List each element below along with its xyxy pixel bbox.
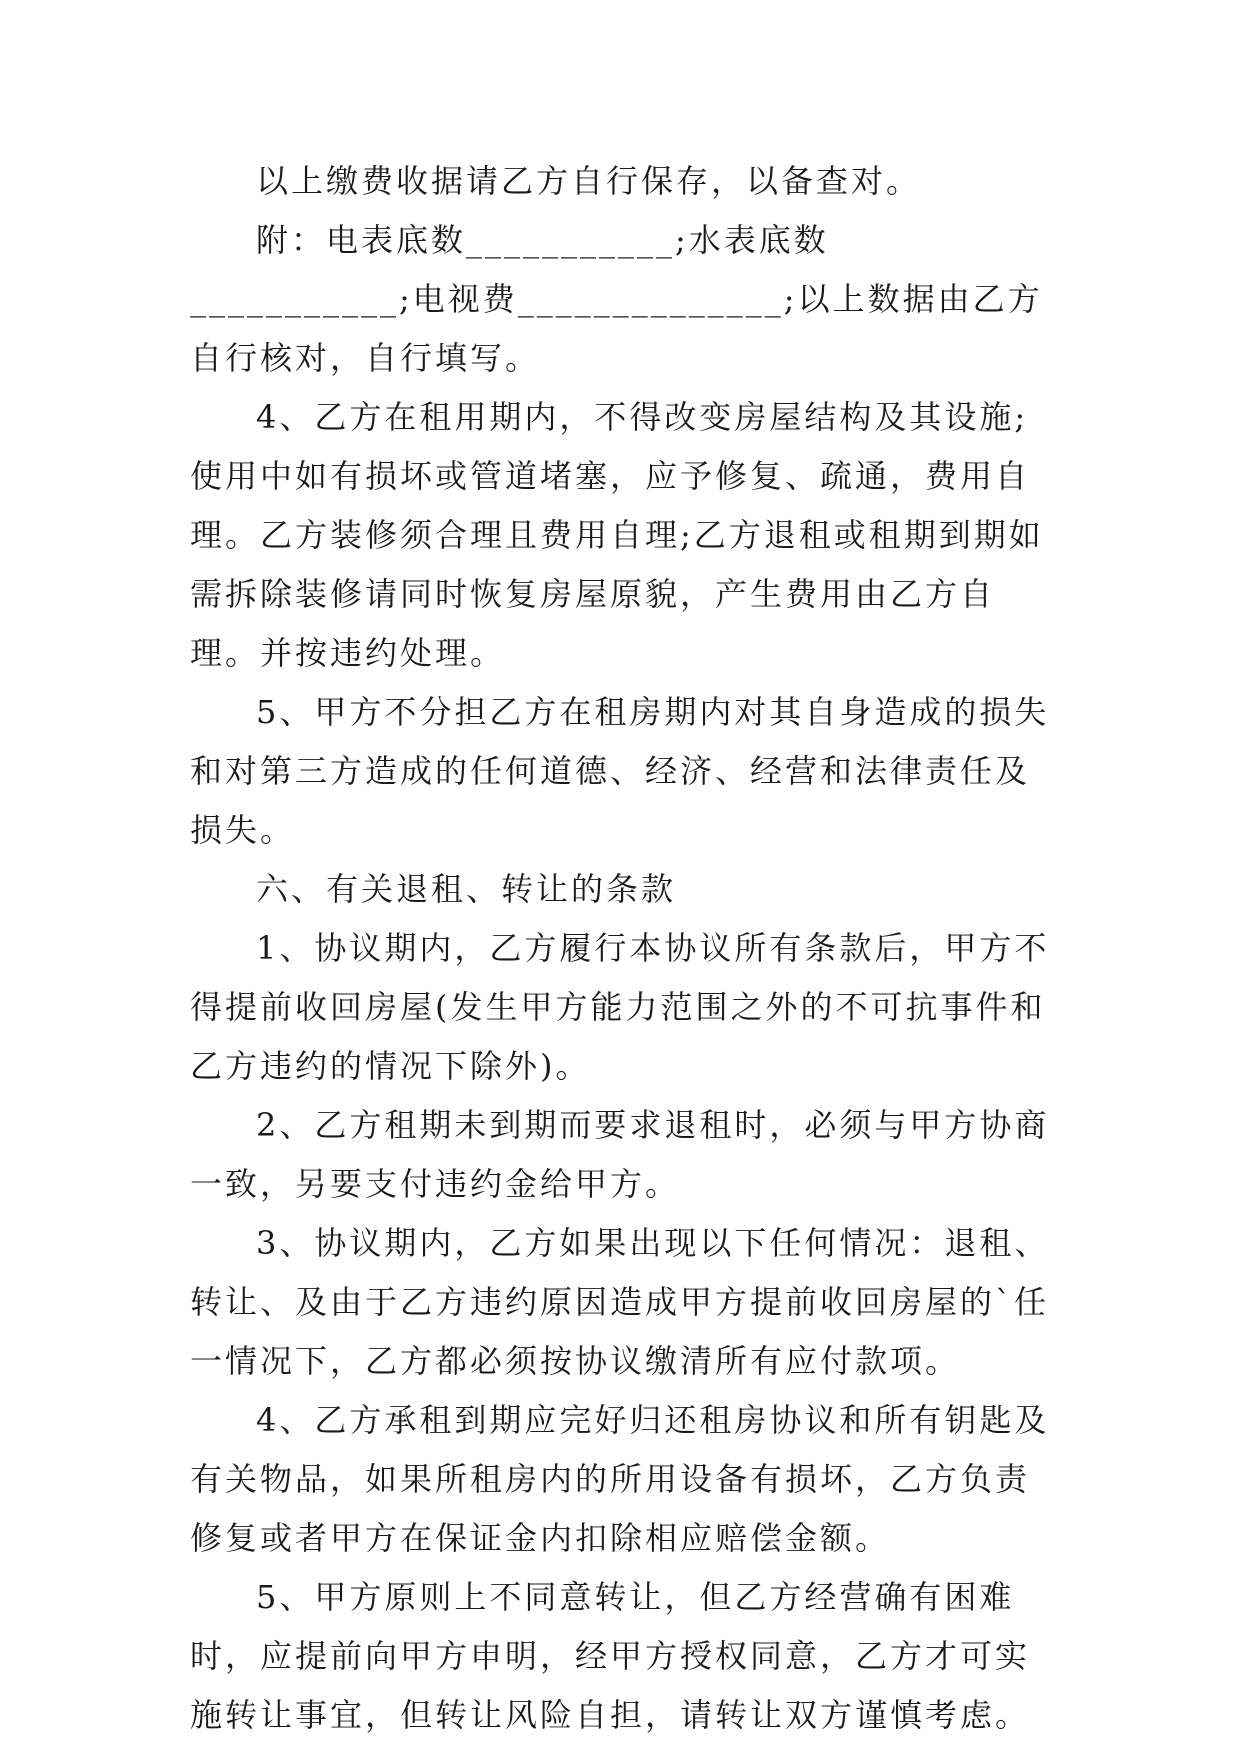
section-heading-six: 六、有关退租、转让的条款 xyxy=(256,870,677,908)
paragraph-six-clause-2: 2、乙方租期未到期而要求退租时，必须与甲方协商一致，另要支付违约金给甲方。 xyxy=(190,1106,1050,1203)
document-body xyxy=(190,152,1050,1745)
paragraph-six-clause-4: 4、乙方承租到期应完好归还租房协议和所有钥匙及有关物品，如果所租房内的所用设备有损坏，乙方负责修复或者甲方在保证金内扣除相应赔偿金额。 xyxy=(190,1401,1050,1557)
paragraph-six-clause-5: 5、甲方原则上不同意转让，但乙方经营确有困难时，应提前向甲方申明，经甲方授权同意，乙方才可实施转让事宜，但转让风险自担，请转让双方谨慎考虑。 xyxy=(190,1578,1031,1734)
paragraph-six-clause-1: 1、协议期内，乙方履行本协议所有条款后，甲方不得提前收回房屋(发生甲方能力范围之外的不可抗事件和乙方违约的情况下除外)。 xyxy=(190,929,1050,1085)
paragraph-six-clause-3: 3、协议期内，乙方如果出现以下任何情况：退租、转让、及由于乙方违约原因造成甲方提前收回房屋的`任一情况下，乙方都必须按协议缴清所有应付款项。 xyxy=(190,1224,1050,1380)
paragraph-clause-5: 5、甲方不分担乙方在租房期内对其自身造成的损失和对第三方造成的任何道德、经济、经营和法律责任及损失。 xyxy=(190,693,1050,849)
paragraph-clause-4: 4、乙方在租用期内，不得改变房屋结构及其设施;使用中如有损坏或管道堵塞，应予修复、疏通，费用自理。乙方装修须合理且费用自理;乙方退租或租期到期如需拆除装修请同时恢复房屋原貌，产生费用由乙方自理。并按违约处理。 xyxy=(190,398,1044,672)
paragraph-meter-readings: 附：电表底数___________;水表底数___________;电视费______________;以上数据由乙方自行核对，自行填写。 xyxy=(190,221,1043,377)
paragraph-receipt-note: 以上缴费收据请乙方自行保存，以备查对。 xyxy=(256,162,922,200)
